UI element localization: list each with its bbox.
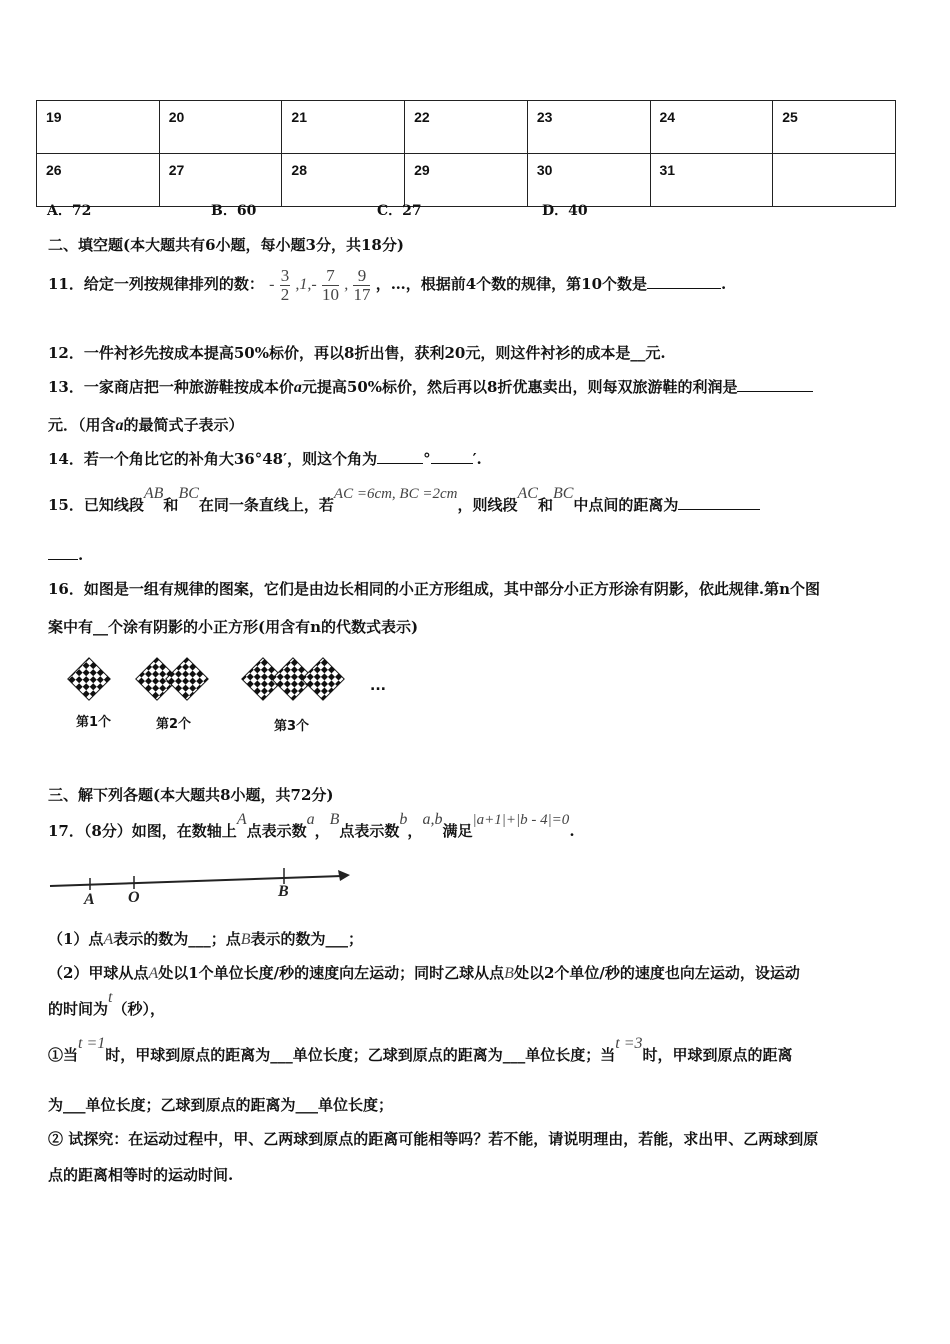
q17-a-label: A [236, 811, 247, 828]
answer-blank [377, 462, 423, 464]
text: 处以2个单位/秒的速度也向左运动，设运动 [513, 964, 800, 982]
axis-label-o: O [128, 889, 140, 906]
table-cell: 25 [773, 101, 896, 154]
q17-b: b [399, 811, 408, 828]
pattern-label-2: 第2个 [156, 717, 192, 732]
section3-title: 三、解下列各题(本大题共8小题，共72分) [48, 786, 334, 804]
table-cell: 28 [282, 154, 405, 207]
q17-sub2-line2 [48, 989, 165, 1019]
q17-eq2: t =3 [615, 1035, 643, 1052]
q17-t: t [108, 989, 113, 1006]
q13-var: a [293, 379, 302, 396]
q17-case1 [48, 1035, 793, 1065]
q14-text: 14．若一个角比它的补角大36°48′，则这个角为 [48, 450, 378, 468]
text: 表示的数为___； [250, 930, 364, 948]
q17-sub1-a: A [103, 931, 114, 948]
q15-p2: 在同一条直线上，若 [198, 496, 334, 514]
answer-blank [431, 462, 473, 464]
pattern-ellipsis: ... [370, 678, 386, 694]
q13-line2-end: 的最简式子表示） [123, 416, 244, 434]
fraction: $\frac{7}{10}$ [321, 265, 339, 304]
pattern-label-3: 第3个 [274, 719, 310, 734]
table-cell: 27 [159, 154, 282, 207]
q17-sub2-b: B [504, 965, 514, 982]
q15-ac: AC [517, 485, 538, 502]
q17-sub1 [48, 928, 363, 949]
option-b: B．60 [211, 203, 257, 219]
axis-label-a: A [84, 891, 95, 908]
question-12: 12．一件衬衫先按成本提高50%标价，再以8折出售，获利20元，则这件衬衫的成本是__元. [48, 344, 666, 362]
question-13 [48, 376, 813, 397]
q11-sign-2: ,1,- [295, 276, 317, 293]
pattern-3 [242, 658, 344, 700]
question-17 [48, 811, 575, 841]
text: 的时间为 [48, 1000, 109, 1018]
q13-text: 13．一家商店把一种旅游鞋按成本价 [48, 378, 294, 396]
text: （1）点 [48, 930, 104, 948]
q17-p3: 点表示数 [339, 822, 400, 840]
q17-comma: ， [407, 822, 423, 840]
table-cell: 22 [405, 101, 528, 154]
q15-bc2: BC [552, 485, 574, 502]
text: 表示的数为___；点 [113, 930, 241, 948]
answer-blank [737, 390, 813, 392]
option-d: D．40 [542, 203, 588, 219]
table-cell: 26 [37, 154, 160, 207]
fraction: $\frac{9}{17}$ [353, 265, 371, 304]
q17-end: . [569, 822, 575, 840]
answer-blank [678, 508, 760, 510]
text: 时，甲球到原点的距离 [642, 1046, 793, 1064]
q11-sign-1: - [269, 276, 275, 293]
table-cell: 24 [650, 101, 773, 154]
q17-p1: 17．（8分）如图，在数轴上 [48, 822, 237, 840]
text: ①当 [48, 1046, 79, 1064]
answer-blank [48, 558, 78, 560]
section2-title: 二、填空题(本大题共有6小题，每小题3分，共18分) [48, 236, 404, 254]
q17-a: a [306, 811, 315, 828]
fraction: $\frac{3}{2}$ [280, 265, 290, 304]
q17-b-label: B [329, 811, 340, 828]
q17-cond: |a+1|+|b - 4|=0 [472, 812, 570, 828]
q17-case2-line2: 点的距离相等时的运动时间. [48, 1166, 234, 1184]
q11-sign-3: , [344, 276, 349, 293]
option-a: A．72 [47, 203, 92, 219]
q17-comma: ， [314, 822, 330, 840]
q11-end: . [721, 275, 727, 293]
table-cell: 23 [527, 101, 650, 154]
table-cell: 19 [37, 101, 160, 154]
q13-line2: 元．（用含 [48, 416, 116, 434]
q15-p4: 中点间的距离为 [573, 496, 679, 514]
text: 时，甲球到原点的距离为___单位长度；乙球到原点的距离为___单位长度；当 [105, 1046, 616, 1064]
q15-and: 和 [163, 496, 179, 514]
table-cell: 30 [527, 154, 650, 207]
number-line [46, 862, 366, 908]
text: （2）甲球从点 [48, 964, 149, 982]
table-row [37, 154, 896, 207]
q17-case1-line2: 为___单位长度；乙球到原点的距离为___单位长度； [48, 1096, 394, 1114]
pattern-label-1: 第1个 [76, 715, 112, 730]
q14-deg: ° [423, 450, 431, 468]
table-cell: 20 [159, 101, 282, 154]
pattern-1 [68, 658, 110, 700]
q15-cond: AC =6cm, BC =2cm [333, 486, 458, 502]
axis-label-b: B [278, 883, 289, 900]
pattern-2 [136, 658, 208, 700]
question-14 [48, 448, 482, 469]
q13-line2-var: a [115, 417, 124, 434]
question-11 [48, 262, 726, 307]
question-13-line2 [48, 414, 244, 435]
q11-prefix: 11．给定一列按规律排列的数： [48, 275, 264, 293]
calendar-table [36, 100, 896, 207]
text: 处以1个单位长度/秒的速度向左运动；同时乙球从点 [158, 964, 505, 982]
q15-ab: AB [143, 485, 164, 502]
q17-case2-line1: ② 试探究：在运动过程中，甲、乙两球到原点的距离可能相等吗？若不能，请说明理由，若能，求出甲、乙两球到原 [48, 1130, 819, 1148]
text: （秒）， [112, 1000, 165, 1018]
q17-sub1-b: B [240, 931, 251, 948]
question-16-line2: 案中有__个涂有阴影的小正方形(用含有n的代数式表示) [48, 618, 419, 636]
q11-suffix: ，…，根据前4个数的规律，第10个数是 [375, 275, 648, 293]
q17-eq1: t =1 [78, 1035, 106, 1052]
table-row [37, 101, 896, 154]
question-15 [48, 485, 760, 515]
q17-sub2-a: A [148, 965, 159, 982]
option-c: C．27 [377, 203, 422, 219]
q17-ab: a,b [422, 811, 443, 828]
q15-p1: 15．已知线段 [48, 496, 144, 514]
q17-p4: 满足 [442, 822, 473, 840]
table-cell: 29 [405, 154, 528, 207]
table-cell: 31 [650, 154, 773, 207]
q15-end: . [78, 546, 84, 564]
table-cell [773, 154, 896, 207]
q17-p2: 点表示数 [246, 822, 307, 840]
q14-min: ′. [472, 450, 482, 468]
question-16-line1: 16．如图是一组有规律的图案，它们是由边长相同的小正方形组成，其中部分小正方形涂有阴影，依此规律.第n个图 [48, 580, 821, 598]
q15-bc: BC [178, 485, 199, 502]
table-cell: 21 [282, 101, 405, 154]
q13-text2: 元提高50%标价，然后再以8折优惠卖出，则每双旅游鞋的利润是 [301, 378, 738, 396]
q15-p3: ，则线段 [457, 496, 518, 514]
q17-sub2 [48, 962, 800, 983]
q15-and: 和 [537, 496, 553, 514]
answer-blank [647, 287, 721, 289]
pattern-figure [60, 654, 400, 744]
question-15-line2 [48, 546, 83, 564]
